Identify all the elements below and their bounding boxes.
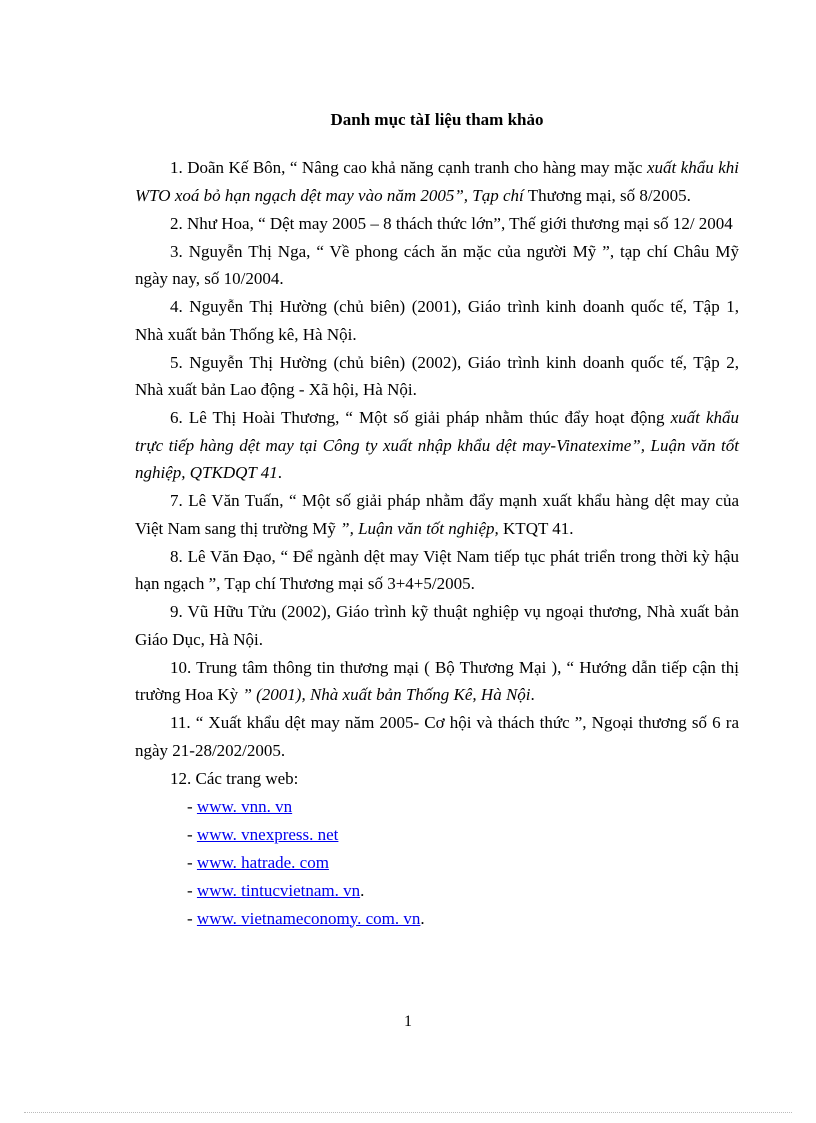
reference-text: 2. Như Hoa, “ Dệt may 2005 – 8 thách thức lớn”, Thế giới thương mại số 12/ 2004 xyxy=(170,213,733,233)
reference-text: 4. Nguyễn Thị Hường (chủ biên) (2001), Giáo trình kinh doanh quốc tế, Tập 1, Nhà xuất bản Thống kê, Hà Nội. xyxy=(135,297,739,344)
reference-item xyxy=(135,238,739,293)
website-link[interactable]: www. hatrade. com xyxy=(196,852,329,872)
reference-list xyxy=(135,154,739,792)
document-page xyxy=(135,110,739,933)
website-item: - www. tintucvietnam. vn. xyxy=(187,880,365,900)
reference-item xyxy=(135,654,739,709)
page-title: Danh mục tàI liệu tham khảo xyxy=(330,110,544,129)
reference-item xyxy=(135,349,739,404)
reference-text: 6. Lê Thị Hoài Thương, “ Một số giải pháp nhằm thúc đẩy hoạt động xyxy=(170,408,671,427)
reference-text: 9. Vũ Hữu Tửu (2002), Giáo trình kỹ thuật nghiệp vụ ngoại thương, Nhà xuất bản Giáo Dục, Hà Nội. xyxy=(135,602,739,649)
reference-text-tail: . xyxy=(530,685,535,704)
website-link[interactable]: www. tintucvietnam. vn xyxy=(196,880,361,900)
reference-italic-text: xuất khẩu trực tiếp hàng dệt may tại Công ty xuất nhập khẩu dệt may-Vinatexime”, Luận văn tốt nghiệp, QTKDQT 41 xyxy=(135,408,739,482)
reference-text: 12. Các trang web: xyxy=(170,768,299,788)
reference-text-tail: Thương mại, số 8/2005. xyxy=(523,185,691,205)
website-item: - www. hatrade. com xyxy=(187,852,329,872)
reference-text-tail: . xyxy=(277,463,283,482)
reference-italic-text: ”, Luận văn tốt nghiệp, xyxy=(340,518,499,538)
page-bottom-divider xyxy=(24,1112,792,1113)
website-link[interactable]: www. vnexpress. net xyxy=(196,824,339,844)
reference-text: 11. “ Xuất khẩu dệt may năm 2005- Cơ hội và thách thức ”, Ngoại thương số 6 ra ngày 21-28/202/2005. xyxy=(135,713,739,760)
reference-text: 10. Trung tâm thông tin thương mại ( Bộ Thương Mại ), “ Hướng dẫn tiếp cận thị trường Hoa Kỳ xyxy=(135,657,739,704)
reference-item xyxy=(135,709,739,764)
reference-item xyxy=(135,293,739,348)
website-item: - www. vnn. vn xyxy=(187,796,293,816)
reference-text: 3. Nguyễn Thị Nga, “ Về phong cách ăn mặc của người Mỹ ”, tạp chí Châu Mỹ ngày nay, số 10/2004. xyxy=(135,241,739,288)
reference-italic-text: xuất khẩu khi WTO xoá bỏ hạn ngạch dệt may vào năm 2005”, Tạp chí xyxy=(135,158,739,205)
website-item: - www. vnexpress. net xyxy=(187,824,339,844)
reference-item xyxy=(135,154,739,209)
website-list xyxy=(135,793,739,933)
reference-text: 8. Lê Văn Đạo, “ Để ngành dệt may Việt Nam tiếp tục phát triển trong thời kỳ hậu hạn ngạch ”, Tạp chí Thương mại số 3+4+5/2005. xyxy=(135,546,739,593)
website-link[interactable]: www. vietnameconomy. com. vn xyxy=(196,908,421,928)
website-link[interactable]: www. vnn. vn xyxy=(196,796,293,816)
page-number: 1 xyxy=(404,1013,412,1030)
reference-text: 5. Nguyễn Thị Hường (chủ biên) (2002), Giáo trình kinh doanh quốc tế, Tập 2, Nhà xuất bản Lao động - Xã hội, Hà Nội. xyxy=(135,352,739,399)
reference-item xyxy=(135,210,739,238)
reference-item xyxy=(135,543,739,598)
reference-text: 7. Lê Văn Tuấn, “ Một số giải pháp nhằm đẩy mạnh xuất khẩu hàng dệt may của Việt Nam sang thị trường Mỹ xyxy=(135,491,739,538)
reference-item xyxy=(135,487,739,542)
reference-item xyxy=(135,598,739,653)
reference-item xyxy=(135,765,739,793)
reference-text-tail: KTQT 41. xyxy=(498,518,574,538)
website-item: - www. vietnameconomy. com. vn. xyxy=(187,908,425,928)
reference-text: 1. Doãn Kế Bôn, “ Nâng cao khả năng cạnh tranh cho hàng may mặc xyxy=(170,158,647,177)
reference-italic-text: ” (2001), Nhà xuất bản Thống Kê, Hà Nội xyxy=(242,685,531,704)
reference-item xyxy=(135,404,739,487)
